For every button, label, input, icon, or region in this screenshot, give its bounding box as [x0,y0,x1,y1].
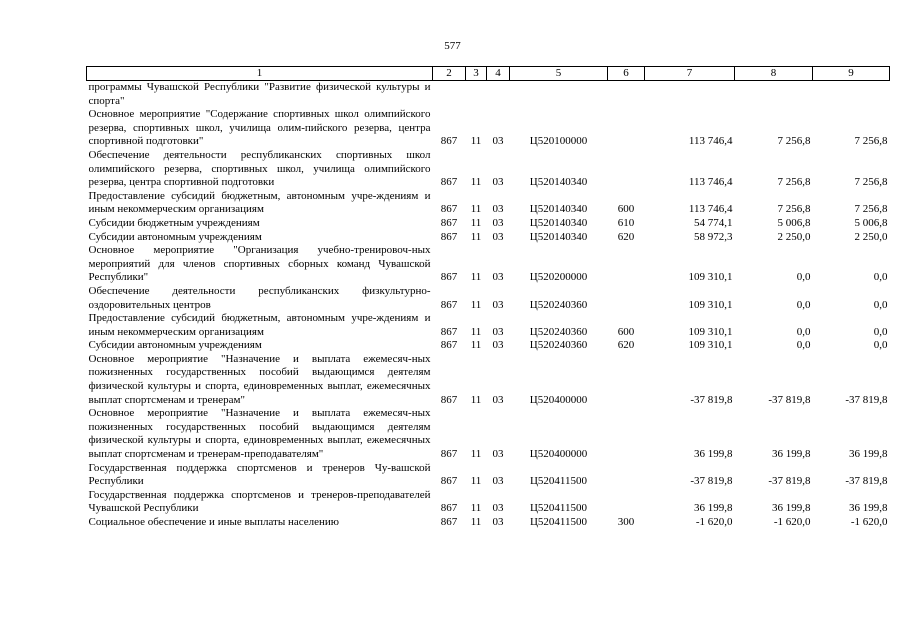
row-admin-code: 867 [440,475,458,488]
row-description: Социальное обеспечение и иные выплаты населению [88,516,340,528]
col-header-3: 3 [466,67,487,81]
col-header-4: 4 [487,67,510,81]
row-description: Основное мероприятие "Содержание спортивных школ олимпийского резерва, спортивных школ, училища олим-пийского резерва, центра спортивной подготовки" [88,108,431,148]
row-admin-code: 867 [440,230,458,243]
row-expense-type [608,462,645,489]
row-description: Обеспечение деятельности республиканских спортивных школ олимпийского резерва, спортивных школ, училища олимпийского резерва, центра спортивной подготовки [88,148,431,189]
row-description: Предоставление субсидий бюджетным, автономным учре-ждениям и иным некоммерческим организациям [88,189,431,216]
table-row [87,516,890,530]
row-section: 11 [470,325,482,338]
row-target-article: Ц520140340 [529,216,588,229]
row-amount-2: 7 256,8 [777,176,811,189]
row-target-article: Ц520240360 [529,339,588,352]
row-admin-code: 867 [440,448,458,461]
row-section [466,81,487,109]
row-subsection: 03 [492,176,504,189]
row-subsection: 03 [492,516,504,528]
row-amount-3: 0,0 [873,339,888,352]
col-header-2: 2 [433,67,466,81]
row-subsection: 03 [492,203,504,216]
row-expense-type: 300 [617,516,635,528]
row-expense-type [608,244,645,285]
row-target-article: Ц520411500 [529,475,588,488]
col-header-6: 6 [608,67,645,81]
row-amount-3: 5 006,8 [854,216,888,229]
row-amount-2: 0,0 [796,298,811,311]
col-header-9: 9 [813,67,890,81]
table-row [87,108,890,149]
row-amount-3: 7 256,8 [854,203,888,216]
table-row [87,217,890,231]
row-amount-2: 0,0 [796,339,811,352]
row-section: 11 [470,393,482,406]
row-admin-code [433,81,466,109]
row-section: 11 [470,271,482,284]
row-amount-2: -37 819,8 [768,393,811,406]
budget-table [86,66,890,530]
row-amount-1: 109 310,1 [688,339,733,352]
row-target-article: Ц520140340 [529,230,588,243]
row-admin-code: 867 [440,339,458,352]
row-subsection: 03 [492,339,504,352]
row-target-article [510,81,608,109]
row-amount-1: -1 620,0 [695,516,733,528]
row-description: Основное мероприятие "Назначение и выплата ежемесяч-ных пожизненных государственных пособий выдающимся деятелям физической культуры и спорта, единовременных выплат, ежемесячных выплат спортсменам и тренерам" [88,352,431,406]
row-amount-1: 113 746,4 [688,135,733,148]
row-amount-2: 0,0 [796,325,811,338]
row-admin-code: 867 [440,393,458,406]
row-expense-type: 610 [617,216,635,229]
row-amount-1: 109 310,1 [688,271,733,284]
row-admin-code: 867 [440,203,458,216]
table-row [87,285,890,312]
row-section: 11 [470,216,482,229]
row-amount-2 [735,81,813,109]
row-expense-type [608,285,645,312]
table-row [87,81,890,109]
table-row [87,231,890,245]
row-amount-2: -37 819,8 [768,475,811,488]
row-amount-2: 7 256,8 [777,203,811,216]
row-target-article: Ц520411500 [529,502,588,515]
row-amount-3: 0,0 [873,325,888,338]
row-expense-type [608,108,645,149]
row-amount-2: 7 256,8 [777,135,811,148]
row-amount-2: 36 199,8 [772,502,811,515]
row-amount-1: 36 199,8 [694,448,733,461]
row-subsection [487,81,510,109]
row-amount-1: 109 310,1 [688,298,733,311]
row-amount-1: -37 819,8 [690,393,733,406]
row-amount-2: 2 250,0 [777,230,811,243]
row-admin-code: 867 [440,216,458,229]
row-expense-type [608,489,645,516]
column-number-header [87,67,890,81]
row-section: 11 [470,230,482,243]
row-description: Субсидии бюджетным учреждениям [88,216,260,229]
col-header-8: 8 [735,67,813,81]
table-row [87,312,890,339]
row-subsection: 03 [492,325,504,338]
col-header-7: 7 [645,67,735,81]
row-amount-1: 113 746,4 [688,176,733,189]
row-subsection: 03 [492,298,504,311]
row-amount-2: 5 006,8 [777,216,811,229]
row-section: 11 [470,448,482,461]
row-expense-type: 600 [617,203,635,216]
row-expense-type [608,149,645,190]
row-description: Субсидии автономным учреждениям [88,339,262,352]
row-amount-1: 113 746,4 [688,203,733,216]
row-section: 11 [470,502,482,515]
row-amount-2: 36 199,8 [772,448,811,461]
row-section: 11 [470,203,482,216]
row-amount-1 [645,81,735,109]
row-description: Основное мероприятие "Назначение и выплата ежемесяч-ных пожизненных государственных пособий выдающимся деятелям физической культуры и спорта, единовременных выплат, ежемесячных выплат спортсменам и тренерам-преподавателям" [88,407,431,461]
table-row [87,407,890,461]
row-amount-3: -37 819,8 [845,393,888,406]
row-admin-code: 867 [440,271,458,284]
row-amount-3: 0,0 [873,298,888,311]
row-section: 11 [470,475,482,488]
row-description: Государственная поддержка спортсменов и тренеров-преподавателей Чувашской Республики [88,488,431,515]
row-target-article: Ц520411500 [529,516,588,528]
col-header-5: 5 [510,67,608,81]
table-row [87,149,890,190]
row-amount-3: 7 256,8 [854,176,888,189]
row-subsection: 03 [492,230,504,243]
row-admin-code: 867 [440,516,458,528]
row-target-article: Ц520400000 [529,448,588,461]
row-description: Основное мероприятие "Организация учебно-тренировоч-ных мероприятий для членов спортивных сборных команд Чувашской Республики" [88,244,431,284]
col-header-1: 1 [87,67,433,81]
row-expense-type: 620 [617,230,635,243]
row-target-article: Ц520400000 [529,393,588,406]
row-expense-type [608,353,645,407]
row-expense-type: 600 [617,325,635,338]
row-target-article: Ц520240360 [529,298,588,311]
row-expense-type [608,407,645,461]
row-target-article: Ц520200000 [529,271,588,284]
row-subsection: 03 [492,135,504,148]
row-subsection: 03 [492,271,504,284]
row-target-article: Ц520140340 [529,203,588,216]
table-row [87,190,890,217]
row-description: Государственная поддержка спортсменов и тренеров Чу-вашской Республики [88,461,431,488]
row-subsection: 03 [492,393,504,406]
row-section: 11 [470,135,482,148]
row-target-article: Ц520100000 [529,135,588,148]
table-row [87,339,890,353]
row-target-article: Ц520140340 [529,176,588,189]
row-amount-1: 58 972,3 [694,230,733,243]
row-amount-2: -1 620,0 [773,516,811,528]
row-subsection: 03 [492,216,504,229]
row-amount-3: 7 256,8 [854,135,888,148]
row-admin-code: 867 [440,176,458,189]
table-body [87,81,890,530]
page-number: 577 [444,40,461,52]
row-amount-2: 0,0 [796,271,811,284]
table-row [87,489,890,516]
row-amount-3 [813,81,890,109]
row-amount-1: 54 774,1 [694,216,733,229]
row-description: программы Чувашской Республики "Развитие физической культуры и спорта" [88,81,431,107]
row-amount-1: -37 819,8 [690,475,733,488]
table-row [87,462,890,489]
row-admin-code: 867 [440,298,458,311]
row-admin-code: 867 [440,325,458,338]
row-amount-3: -1 620,0 [850,516,888,528]
row-admin-code: 867 [440,502,458,515]
table-row [87,244,890,285]
row-description: Обеспечение деятельности республиканских физкультурно-оздоровительных центров [88,284,431,311]
row-expense-type: 620 [617,339,635,352]
row-expense-type [608,81,645,109]
table-row [87,353,890,407]
row-description: Субсидии автономным учреждениям [88,230,262,243]
row-subsection: 03 [492,448,504,461]
row-amount-3: 36 199,8 [849,502,888,515]
row-section: 11 [470,516,482,528]
row-section: 11 [470,339,482,352]
row-section: 11 [470,176,482,189]
row-subsection: 03 [492,502,504,515]
row-amount-3: 0,0 [873,271,888,284]
row-amount-1: 36 199,8 [694,502,733,515]
row-amount-1: 109 310,1 [688,325,733,338]
row-section: 11 [470,298,482,311]
row-target-article: Ц520240360 [529,325,588,338]
row-amount-3: 36 199,8 [849,448,888,461]
row-subsection: 03 [492,475,504,488]
row-description: Предоставление субсидий бюджетным, автономным учре-ждениям и иным некоммерческим организациям [88,312,431,338]
row-amount-3: -37 819,8 [845,475,888,488]
row-admin-code: 867 [440,135,458,148]
row-amount-3: 2 250,0 [854,230,888,243]
